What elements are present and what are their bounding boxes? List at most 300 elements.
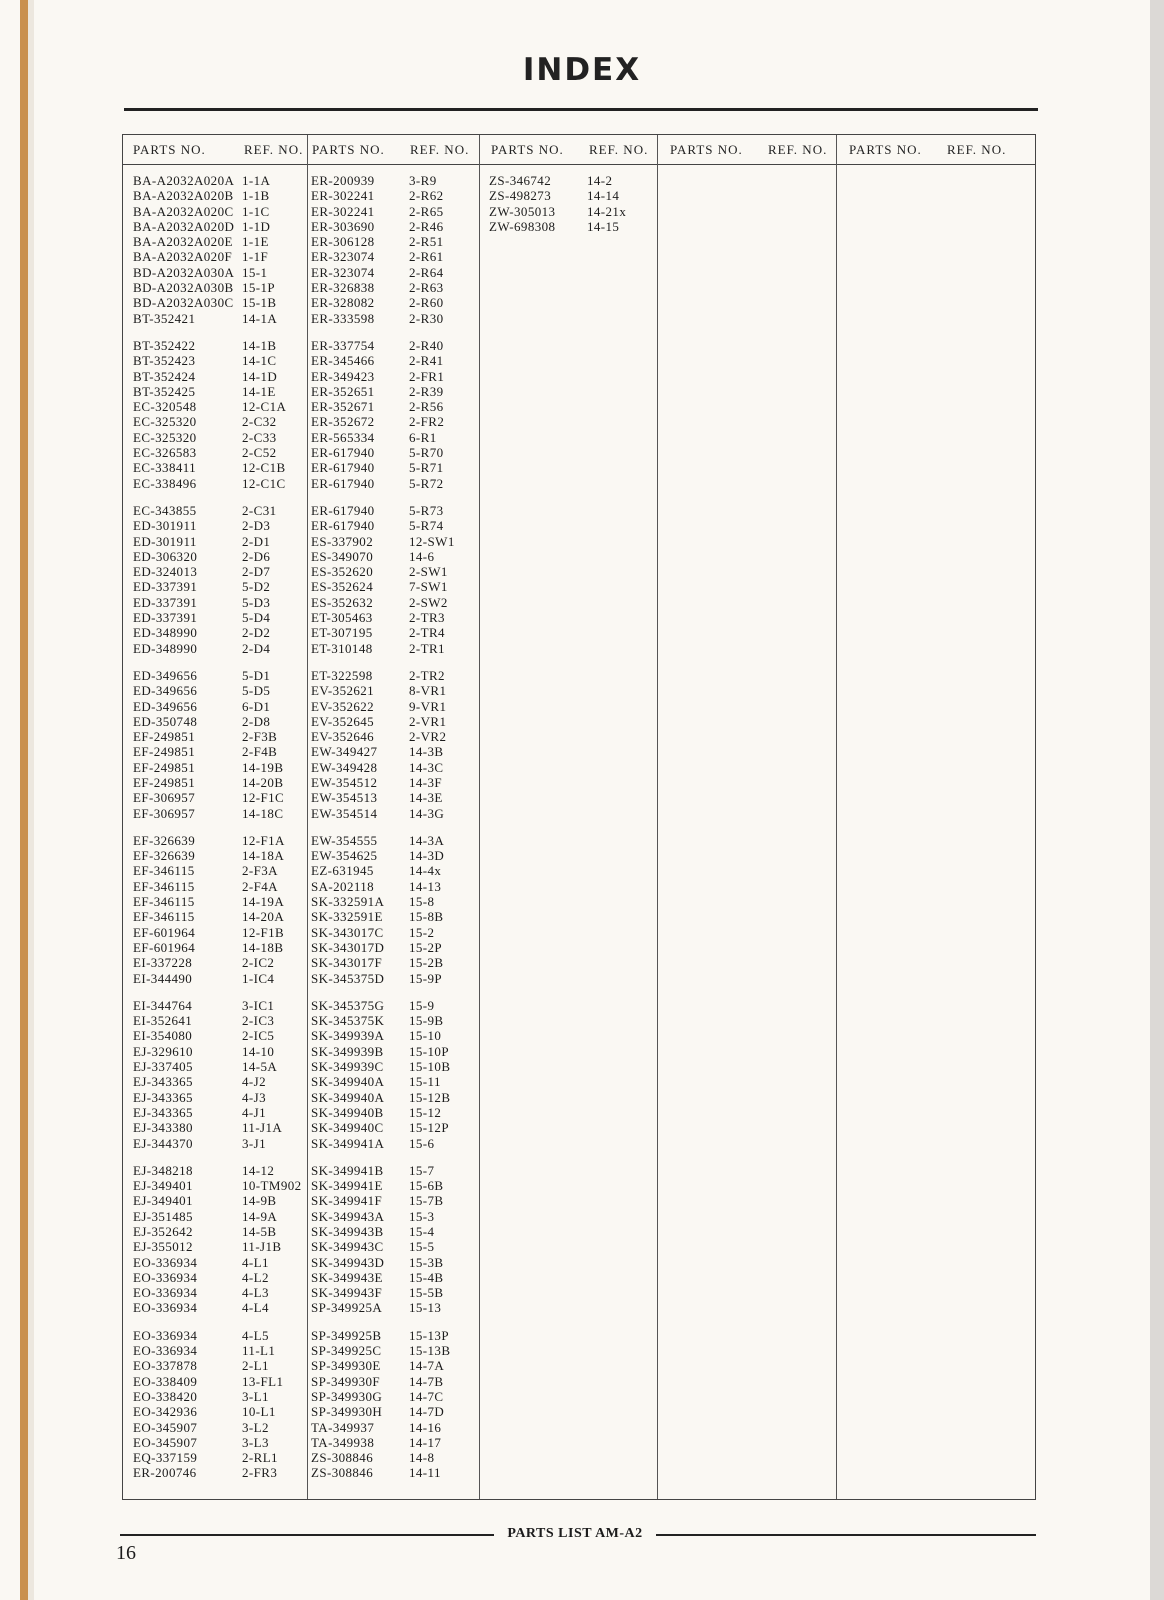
ref-number: 12-C1A (242, 399, 287, 415)
ref-number: 2-D2 (242, 625, 271, 641)
part-number: EW-354514 (311, 805, 378, 821)
footer-rule (120, 1534, 494, 1536)
table-row (133, 940, 305, 955)
table-row (489, 188, 655, 203)
table-row (133, 1209, 305, 1224)
footer-rule (656, 1534, 1036, 1536)
table-row (311, 265, 477, 280)
part-number: EC-338496 (133, 475, 197, 491)
part-number: SK-345375G (311, 997, 385, 1013)
ref-number: 15-1B (242, 295, 277, 311)
table-row (133, 833, 305, 848)
part-number: EW-349428 (311, 759, 378, 775)
table-row (311, 1209, 477, 1224)
table-row (311, 1285, 477, 1300)
ref-number: 2-R46 (409, 218, 444, 234)
ref-number: 2-R60 (409, 295, 444, 311)
table-row (311, 775, 477, 790)
ref-number: 12-C1B (242, 460, 286, 476)
table-row (133, 1328, 305, 1343)
part-number: SP-349925B (311, 1327, 382, 1343)
ref-number: 4-L2 (242, 1269, 269, 1285)
table-row (311, 1074, 477, 1089)
part-number: ER-617940 (311, 445, 375, 461)
table-row (311, 940, 477, 955)
index-table (122, 134, 1036, 1500)
row-group (133, 503, 305, 656)
ref-number: 2-D3 (242, 518, 271, 534)
column-divider (479, 135, 480, 1499)
table-row (133, 204, 305, 219)
part-number: SK-349943E (311, 1269, 383, 1285)
part-number: ES-352624 (311, 579, 374, 595)
ref-number: 3-L1 (242, 1388, 269, 1404)
binding-edge (20, 0, 28, 1600)
part-number: EJ-343365 (133, 1104, 193, 1120)
part-number: EJ-343380 (133, 1120, 193, 1136)
part-number: BD-A2032A030C (133, 295, 234, 311)
parts-column-3 (489, 173, 655, 246)
part-number: EW-354513 (311, 790, 378, 806)
part-number: ET-305463 (311, 610, 373, 626)
part-number: BA-A2032A020B (133, 188, 234, 204)
part-number: SK-349943B (311, 1224, 384, 1239)
table-row (133, 848, 305, 863)
part-number: ET-307195 (311, 625, 373, 641)
part-number: EW-354512 (311, 774, 378, 790)
part-number: ED-337391 (133, 579, 198, 595)
ref-number: 14-10 (242, 1043, 275, 1059)
part-number: SK-345375K (311, 1013, 385, 1029)
header-ref-no: REF. NO. (589, 142, 649, 157)
ref-number: 15-8B (409, 909, 444, 925)
table-row (311, 1224, 477, 1239)
table-row (133, 1193, 305, 1208)
part-number: ED-348990 (133, 640, 198, 656)
table-row (133, 1255, 305, 1270)
ref-number: 2-F4B (242, 744, 278, 760)
table-row (133, 1300, 305, 1315)
part-number: EO-337878 (133, 1358, 198, 1374)
ref-number: 3-L3 (242, 1434, 269, 1450)
ref-number: 14-3F (409, 774, 443, 790)
table-row (133, 1450, 305, 1465)
part-number: EW-354625 (311, 848, 378, 864)
header-ref-no: REF. NO. (410, 142, 470, 157)
table-row (311, 1374, 477, 1389)
part-number: EC-325320 (133, 429, 197, 445)
table-row (311, 234, 477, 249)
ref-number: 14-19B (242, 759, 284, 775)
ref-number: 14-17 (409, 1434, 442, 1450)
ref-number: 2-D1 (242, 533, 271, 549)
part-number: ED-349656 (133, 698, 198, 714)
ref-number: 2-R65 (409, 203, 444, 219)
table-row (489, 173, 655, 188)
ref-number: 12-F1C (242, 790, 285, 806)
part-number: EF-346115 (133, 894, 195, 910)
table-row (311, 249, 477, 264)
part-number: EF-326639 (133, 832, 196, 848)
part-number: EJ-355012 (133, 1239, 193, 1255)
part-number: SK-349943A (311, 1208, 385, 1224)
column-divider (307, 135, 308, 1499)
table-row (133, 1239, 305, 1254)
ref-number: 14-3B (409, 744, 444, 760)
part-number: BT-352424 (133, 368, 196, 384)
part-number: ED-301911 (133, 518, 197, 534)
ref-number: 15-9 (409, 997, 435, 1013)
table-row (133, 971, 305, 986)
table-row (133, 909, 305, 924)
part-number: SP-349930E (311, 1358, 381, 1374)
ref-number: 11-L1 (242, 1343, 276, 1359)
ref-number: 14-3E (409, 790, 443, 806)
ref-number: 2-R39 (409, 383, 444, 399)
ref-number: 15-6B (409, 1178, 444, 1194)
ref-number: 6-R1 (409, 429, 437, 445)
part-number: SK-349940A (311, 1074, 385, 1090)
table-row (311, 280, 477, 295)
header-parts-no: PARTS NO. (491, 142, 564, 157)
table-row (311, 430, 477, 445)
ref-number: 2-SW1 (409, 564, 448, 580)
table-row (133, 503, 305, 518)
ref-number: 14-5B (242, 1224, 277, 1239)
ref-number: 15-2P (409, 939, 443, 955)
table-row (133, 863, 305, 878)
table-row (133, 399, 305, 414)
table-row (133, 760, 305, 775)
table-row (489, 219, 655, 234)
table-row (133, 714, 305, 729)
part-number: EI-344764 (133, 997, 193, 1013)
table-row (133, 1090, 305, 1105)
part-number: EO-336934 (133, 1269, 198, 1285)
table-row (133, 353, 305, 368)
part-number: EJ-343365 (133, 1074, 193, 1090)
ref-number: 15-9P (409, 970, 443, 986)
part-number: ES-352632 (311, 594, 374, 610)
part-number: EO-338420 (133, 1388, 198, 1404)
part-number: ED-348990 (133, 625, 198, 641)
table-row (311, 955, 477, 970)
table-row (133, 894, 305, 909)
ref-number: 2-D8 (242, 713, 271, 729)
table-row (311, 1193, 477, 1208)
row-group (311, 833, 477, 986)
ref-number: 2-F3B (242, 729, 278, 745)
table-row (311, 1028, 477, 1043)
table-row (133, 1136, 305, 1151)
ref-number: 15-12P (409, 1120, 449, 1136)
part-number: SP-349930F (311, 1373, 381, 1389)
row-group (133, 1328, 305, 1481)
row-group (489, 173, 655, 234)
ref-number: 2-R51 (409, 234, 444, 250)
ref-number: 2-C33 (242, 429, 277, 445)
part-number: EV-352621 (311, 683, 375, 699)
ref-number: 14-3A (409, 832, 445, 848)
table-row (133, 219, 305, 234)
table-row (311, 460, 477, 475)
ref-number: 15-2B (409, 955, 444, 971)
table-row (133, 1105, 305, 1120)
ref-number: 2-TR3 (409, 610, 445, 626)
ref-number: 15-8 (409, 894, 435, 910)
part-number: EW-349427 (311, 744, 378, 760)
part-number: ED-337391 (133, 610, 198, 626)
ref-number: 2-R61 (409, 249, 444, 265)
table-row (133, 173, 305, 188)
row-group (133, 338, 305, 491)
table-row (311, 1270, 477, 1285)
header-ref-no: REF. NO. (768, 142, 828, 157)
part-number: SK-349941E (311, 1178, 383, 1194)
table-row (311, 760, 477, 775)
table-row (311, 641, 477, 656)
ref-number: 14-5A (242, 1059, 278, 1075)
ref-number: 7-SW1 (409, 579, 448, 595)
table-row (311, 1404, 477, 1419)
table-row (311, 564, 477, 579)
ref-number: 15-9B (409, 1013, 444, 1029)
ref-number: 14-1B (242, 337, 277, 353)
header-parts-no: PARTS NO. (133, 142, 206, 157)
ref-number: 4-L5 (242, 1327, 269, 1343)
part-number: EC-338411 (133, 460, 197, 476)
table-row (133, 925, 305, 940)
part-number: BT-352425 (133, 383, 196, 399)
part-number: EF-249851 (133, 744, 196, 760)
part-number: EF-601964 (133, 939, 196, 955)
ref-number: 1-1C (242, 203, 270, 219)
ref-number: 15-5B (409, 1285, 444, 1301)
table-row (311, 1420, 477, 1435)
row-group (311, 1328, 477, 1481)
page-number: 16 (116, 1542, 136, 1564)
table-row (311, 1343, 477, 1358)
ref-number: 14-16 (409, 1419, 442, 1435)
table-row (133, 641, 305, 656)
ref-number: 15-10B (409, 1059, 451, 1075)
part-number: EF-346115 (133, 863, 195, 879)
table-row (133, 595, 305, 610)
ref-number: 1-1F (242, 249, 269, 265)
parts-column-1 (133, 173, 305, 1493)
part-number: ED-301911 (133, 533, 197, 549)
part-number: SK-349940A (311, 1089, 385, 1105)
ref-number: 5-D2 (242, 579, 271, 595)
part-number: ZS-308846 (311, 1450, 374, 1466)
table-row (133, 338, 305, 353)
table-row (311, 744, 477, 759)
ref-number: 15-1 (242, 264, 268, 280)
ref-number: 14-3C (409, 759, 444, 775)
ref-number: 14-20B (242, 774, 284, 790)
table-row (311, 295, 477, 310)
part-number: BD-A2032A030A (133, 264, 235, 280)
ref-number: 14-4x (409, 863, 442, 879)
part-number: ZS-308846 (311, 1465, 374, 1481)
table-row (311, 610, 477, 625)
ref-number: 14-18B (242, 939, 284, 955)
ref-number: 2-TR1 (409, 640, 445, 656)
table-row (133, 384, 305, 399)
table-row (311, 549, 477, 564)
part-number: EF-346115 (133, 878, 195, 894)
header-ref-no: REF. NO. (947, 142, 1007, 157)
ref-number: 2-C31 (242, 502, 277, 518)
table-row (133, 1270, 305, 1285)
part-number: EO-336934 (133, 1343, 198, 1359)
table-row (133, 188, 305, 203)
ref-number: 1-IC4 (242, 970, 275, 986)
part-number: SK-332591E (311, 909, 383, 925)
ref-number: 4-J3 (242, 1089, 266, 1105)
ref-number: 12-SW1 (409, 533, 455, 549)
part-number: EC-325320 (133, 414, 197, 430)
table-row (311, 188, 477, 203)
part-number: TA-349937 (311, 1419, 375, 1435)
ref-number: 2-VR2 (409, 729, 447, 745)
part-number: TA-349938 (311, 1434, 375, 1450)
row-group (133, 1163, 305, 1316)
ref-number: 14-7B (409, 1373, 444, 1389)
ref-number: 2-R41 (409, 353, 444, 369)
title-rule (124, 108, 1038, 111)
page-edge (1150, 0, 1164, 1600)
row-group (311, 668, 477, 821)
row-group (133, 998, 305, 1151)
table-row (311, 668, 477, 683)
ref-number: 2-R40 (409, 337, 444, 353)
part-number: SK-349941F (311, 1193, 383, 1209)
ref-number: 15-6 (409, 1135, 435, 1151)
ref-number: 2-FR2 (409, 414, 445, 430)
ref-number: 4-L1 (242, 1254, 269, 1270)
part-number: SK-349940C (311, 1120, 384, 1136)
ref-number: 2-SW2 (409, 594, 448, 610)
ref-number: 14-1C (242, 353, 277, 369)
table-row (133, 476, 305, 491)
table-row (311, 1044, 477, 1059)
part-number: SK-343017D (311, 939, 385, 955)
table-row (311, 1328, 477, 1343)
ref-number: 2-R56 (409, 399, 444, 415)
ref-number: 2-VR1 (409, 713, 447, 729)
table-row (133, 1120, 305, 1135)
ref-number: 15-13B (409, 1343, 451, 1359)
table-row (133, 249, 305, 264)
part-number: SK-332591A (311, 894, 385, 910)
part-number: EZ-631945 (311, 863, 374, 879)
ref-number: 14-2 (587, 173, 613, 188)
ref-number: 2-IC2 (242, 955, 275, 971)
table-row (311, 534, 477, 549)
table-row (311, 595, 477, 610)
part-number: ER-200746 (133, 1465, 197, 1481)
table-row (311, 414, 477, 429)
table-row (311, 311, 477, 326)
part-number: SP-349930G (311, 1388, 383, 1404)
part-number: ER-323074 (311, 264, 375, 280)
table-row (311, 1120, 477, 1135)
table-row (133, 625, 305, 640)
part-number: EF-306957 (133, 805, 196, 821)
table-row (311, 729, 477, 744)
table-row (311, 879, 477, 894)
row-group (311, 1163, 477, 1316)
table-row (133, 806, 305, 821)
ref-number: 15-7B (409, 1193, 444, 1209)
ref-number: 15-13P (409, 1327, 449, 1343)
table-row (311, 338, 477, 353)
table-row (311, 1255, 477, 1270)
table-row (133, 369, 305, 384)
table-row (133, 1178, 305, 1193)
part-number: EF-601964 (133, 924, 196, 940)
table-row (133, 729, 305, 744)
ref-number: 2-R30 (409, 310, 444, 326)
part-number: SK-349943F (311, 1285, 383, 1301)
table-row (311, 699, 477, 714)
part-number: ER-345466 (311, 353, 375, 369)
ref-number: 14-9A (242, 1208, 278, 1224)
ref-number: 2-C32 (242, 414, 277, 430)
ref-number: 14-8 (409, 1450, 435, 1466)
part-number: EO-345907 (133, 1434, 198, 1450)
ref-number: 2-R63 (409, 280, 444, 296)
part-number: ER-352672 (311, 414, 375, 430)
ref-number: 15-13 (409, 1300, 442, 1316)
table-row (133, 579, 305, 594)
table-row (133, 564, 305, 579)
table-row (311, 1300, 477, 1315)
part-number: SK-345375D (311, 970, 385, 986)
table-row (311, 894, 477, 909)
table-row (311, 714, 477, 729)
part-number: EO-342936 (133, 1404, 198, 1420)
part-number: ER-617940 (311, 475, 375, 491)
row-group (311, 173, 477, 326)
column-divider (836, 135, 837, 1499)
part-number: EJ-329610 (133, 1043, 193, 1059)
part-number: EC-326583 (133, 445, 197, 461)
part-number: EI-337228 (133, 955, 193, 971)
part-number: BA-A2032A020D (133, 218, 235, 234)
part-number: ET-310148 (311, 640, 373, 656)
part-number: ET-322598 (311, 667, 373, 683)
ref-number: 4-L3 (242, 1285, 269, 1301)
part-number: BT-352423 (133, 353, 196, 369)
part-number: ZS-346742 (489, 173, 552, 188)
ref-number: 14-9B (242, 1193, 277, 1209)
part-number: EI-354080 (133, 1028, 193, 1044)
part-number: SK-343017F (311, 955, 383, 971)
ref-number: 14-19A (242, 894, 285, 910)
header-rule (123, 164, 1035, 165)
part-number: SK-349939B (311, 1043, 384, 1059)
table-row (133, 1059, 305, 1074)
part-number: EO-336934 (133, 1327, 198, 1343)
table-row (311, 925, 477, 940)
ref-number: 12-C1C (242, 475, 286, 491)
row-group (133, 833, 305, 986)
part-number: SA-202118 (311, 878, 375, 894)
part-number: EO-338409 (133, 1373, 198, 1389)
table-row (133, 1420, 305, 1435)
